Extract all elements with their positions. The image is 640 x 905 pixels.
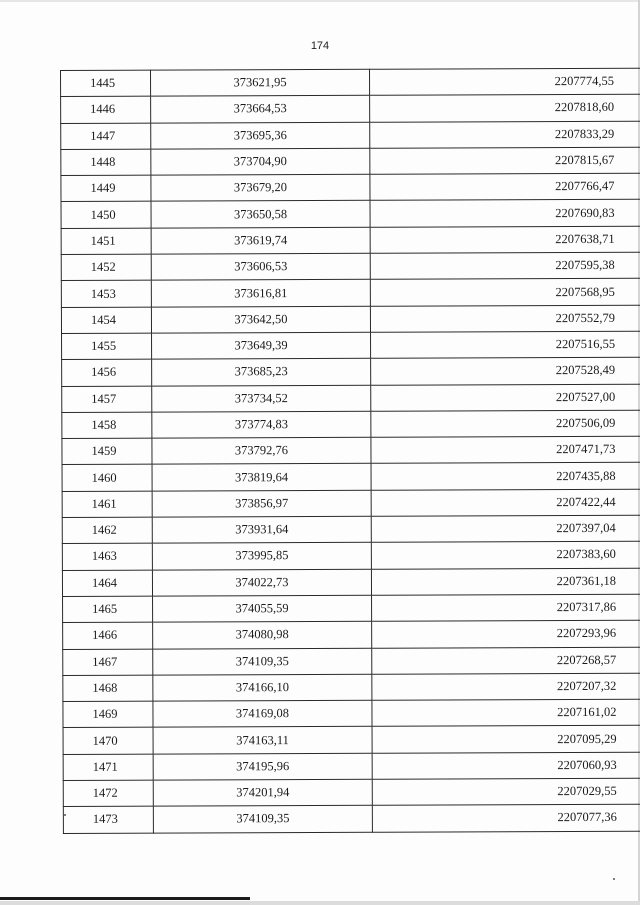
point-number-cell: 1464 bbox=[62, 570, 152, 597]
table-row bbox=[61, 278, 640, 307]
x-coordinate-cell: 373704,90 bbox=[151, 148, 370, 175]
y-coordinate-cell: 2207060,93 bbox=[372, 752, 640, 779]
point-number-cell: 1452 bbox=[61, 254, 151, 281]
point-number-cell: 1454 bbox=[61, 307, 151, 334]
y-coordinate-cell: 2207361,18 bbox=[371, 568, 640, 595]
x-coordinate-cell: 373792,76 bbox=[152, 437, 371, 464]
point-number-cell: 1471 bbox=[63, 754, 153, 781]
table-row bbox=[62, 384, 640, 413]
point-number-cell: 1472 bbox=[63, 780, 153, 807]
x-coordinate-cell: 373664,53 bbox=[151, 96, 370, 123]
point-number-cell: 1462 bbox=[62, 517, 152, 544]
table-row bbox=[61, 68, 640, 97]
point-number-cell: 1461 bbox=[62, 491, 152, 518]
x-coordinate-cell: 374201,94 bbox=[153, 779, 372, 806]
y-coordinate-cell: 2207638,71 bbox=[370, 226, 640, 253]
y-coordinate-cell: 2207528,49 bbox=[371, 357, 640, 384]
table-row bbox=[62, 568, 640, 597]
table-row bbox=[62, 463, 640, 492]
table-row bbox=[61, 252, 640, 281]
point-number-cell: 1470 bbox=[63, 728, 153, 755]
point-number-cell: 1446 bbox=[61, 96, 151, 123]
y-coordinate-cell: 2207095,29 bbox=[372, 726, 640, 753]
point-number-cell: 1468 bbox=[63, 675, 153, 702]
y-coordinate-cell: 2207506,09 bbox=[371, 410, 640, 437]
x-coordinate-cell: 374080,98 bbox=[153, 622, 372, 649]
table-row bbox=[62, 515, 640, 544]
x-coordinate-cell: 373679,20 bbox=[151, 174, 370, 201]
table-row bbox=[63, 594, 640, 623]
x-coordinate-cell: 373734,52 bbox=[152, 385, 371, 412]
point-number-cell: 1455 bbox=[62, 333, 152, 360]
table-row bbox=[63, 620, 640, 649]
point-number-cell: 1449 bbox=[61, 175, 151, 202]
point-number-cell: 1459 bbox=[62, 438, 152, 465]
table-row bbox=[63, 804, 640, 833]
table-row bbox=[63, 699, 640, 728]
x-coordinate-cell: 373650,58 bbox=[151, 201, 370, 228]
point-number-cell: 1467 bbox=[63, 649, 153, 676]
coordinate-table-body bbox=[61, 68, 640, 833]
x-coordinate-cell: 374022,73 bbox=[152, 569, 371, 596]
y-coordinate-cell: 2207552,79 bbox=[370, 305, 640, 332]
y-coordinate-cell: 2207818,60 bbox=[370, 94, 640, 121]
x-coordinate-cell: 373695,36 bbox=[151, 122, 370, 149]
point-number-cell: 1463 bbox=[62, 543, 152, 570]
table-row bbox=[61, 226, 640, 255]
y-coordinate-cell: 2207397,04 bbox=[371, 515, 640, 542]
table-row bbox=[63, 752, 640, 781]
x-coordinate-cell: 373774,83 bbox=[152, 411, 371, 438]
point-number-cell: 1460 bbox=[62, 465, 152, 492]
y-coordinate-cell: 2207568,95 bbox=[370, 278, 640, 305]
x-coordinate-cell: 373856,97 bbox=[152, 490, 371, 517]
x-coordinate-cell: 374195,96 bbox=[153, 753, 372, 780]
y-coordinate-cell: 2207383,60 bbox=[371, 541, 640, 568]
point-number-cell: 1469 bbox=[63, 701, 153, 728]
point-number-cell: 1453 bbox=[61, 281, 151, 308]
point-number-cell: 1450 bbox=[61, 202, 151, 229]
y-coordinate-cell: 2207527,00 bbox=[371, 384, 640, 411]
x-coordinate-cell: 374109,35 bbox=[153, 648, 372, 675]
y-coordinate-cell: 2207435,88 bbox=[371, 463, 640, 490]
y-coordinate-cell: 2207317,86 bbox=[372, 594, 640, 621]
x-coordinate-cell: 373621,95 bbox=[151, 69, 370, 96]
point-number-cell: 1456 bbox=[62, 359, 152, 386]
x-coordinate-cell: 373819,64 bbox=[152, 464, 371, 491]
y-coordinate-cell: 2207516,55 bbox=[371, 331, 640, 358]
x-coordinate-cell: 373606,53 bbox=[151, 253, 370, 280]
table-row bbox=[61, 121, 640, 150]
scan-speck bbox=[613, 878, 615, 880]
x-coordinate-cell: 373616,81 bbox=[151, 280, 370, 307]
y-coordinate-cell: 2207471,73 bbox=[371, 436, 640, 463]
table-row bbox=[62, 331, 640, 360]
y-coordinate-cell: 2207774,55 bbox=[369, 68, 640, 95]
x-coordinate-cell: 373685,23 bbox=[152, 359, 371, 386]
y-coordinate-cell: 2207815,67 bbox=[370, 147, 640, 174]
x-coordinate-cell: 374163,11 bbox=[153, 727, 372, 754]
y-coordinate-cell: 2207422,44 bbox=[371, 489, 640, 516]
table-row bbox=[62, 541, 640, 570]
y-coordinate-cell: 2207595,38 bbox=[370, 252, 640, 279]
y-coordinate-cell: 2207766,47 bbox=[370, 173, 640, 200]
table-row bbox=[62, 489, 640, 518]
table-row bbox=[63, 726, 640, 755]
point-number-cell: 1445 bbox=[61, 70, 151, 97]
table-row bbox=[61, 94, 640, 123]
coordinate-table bbox=[60, 68, 640, 834]
x-coordinate-cell: 374109,35 bbox=[153, 806, 372, 833]
table-row bbox=[61, 147, 640, 176]
x-coordinate-cell: 373642,50 bbox=[151, 306, 370, 333]
table-row bbox=[61, 305, 640, 334]
y-coordinate-cell: 2207833,29 bbox=[370, 121, 640, 148]
x-coordinate-cell: 374169,08 bbox=[153, 700, 372, 727]
point-number-cell: 1447 bbox=[61, 123, 151, 150]
point-number-cell: 1458 bbox=[62, 412, 152, 439]
x-coordinate-cell: 373931,64 bbox=[152, 516, 371, 543]
y-coordinate-cell: 2207077,36 bbox=[372, 804, 640, 831]
point-number-cell: 1457 bbox=[62, 386, 152, 413]
point-number-cell: 1465 bbox=[63, 596, 153, 623]
table-row bbox=[63, 647, 640, 676]
x-coordinate-cell: 373649,39 bbox=[152, 332, 371, 359]
scan-edge-top bbox=[0, 0, 640, 2]
table-row bbox=[61, 173, 640, 202]
y-coordinate-cell: 2207690,83 bbox=[370, 200, 640, 227]
x-coordinate-cell: 374166,10 bbox=[153, 674, 372, 701]
scan-bar-bottom bbox=[0, 897, 250, 900]
x-coordinate-cell: 374055,59 bbox=[153, 595, 372, 622]
y-coordinate-cell: 2207268,57 bbox=[372, 647, 640, 674]
page-number: 174 bbox=[310, 40, 330, 52]
table-row bbox=[62, 410, 640, 439]
table-row bbox=[62, 436, 640, 465]
x-coordinate-cell: 373995,85 bbox=[152, 543, 371, 570]
table-row bbox=[62, 357, 640, 386]
point-number-cell: 1451 bbox=[61, 228, 151, 255]
table-row bbox=[61, 200, 640, 229]
point-number-cell: 1466 bbox=[63, 622, 153, 649]
y-coordinate-cell: 2207207,32 bbox=[372, 673, 640, 700]
x-coordinate-cell: 373619,74 bbox=[151, 227, 370, 254]
point-number-cell: 1448 bbox=[61, 149, 151, 176]
table-row bbox=[63, 673, 640, 702]
y-coordinate-cell: 2207161,02 bbox=[372, 699, 640, 726]
y-coordinate-cell: 2207293,96 bbox=[372, 620, 640, 647]
scan-edge-bottom bbox=[0, 901, 640, 905]
point-number-cell: 1473 bbox=[63, 806, 153, 833]
y-coordinate-cell: 2207029,55 bbox=[372, 778, 640, 805]
table-row bbox=[63, 778, 640, 807]
